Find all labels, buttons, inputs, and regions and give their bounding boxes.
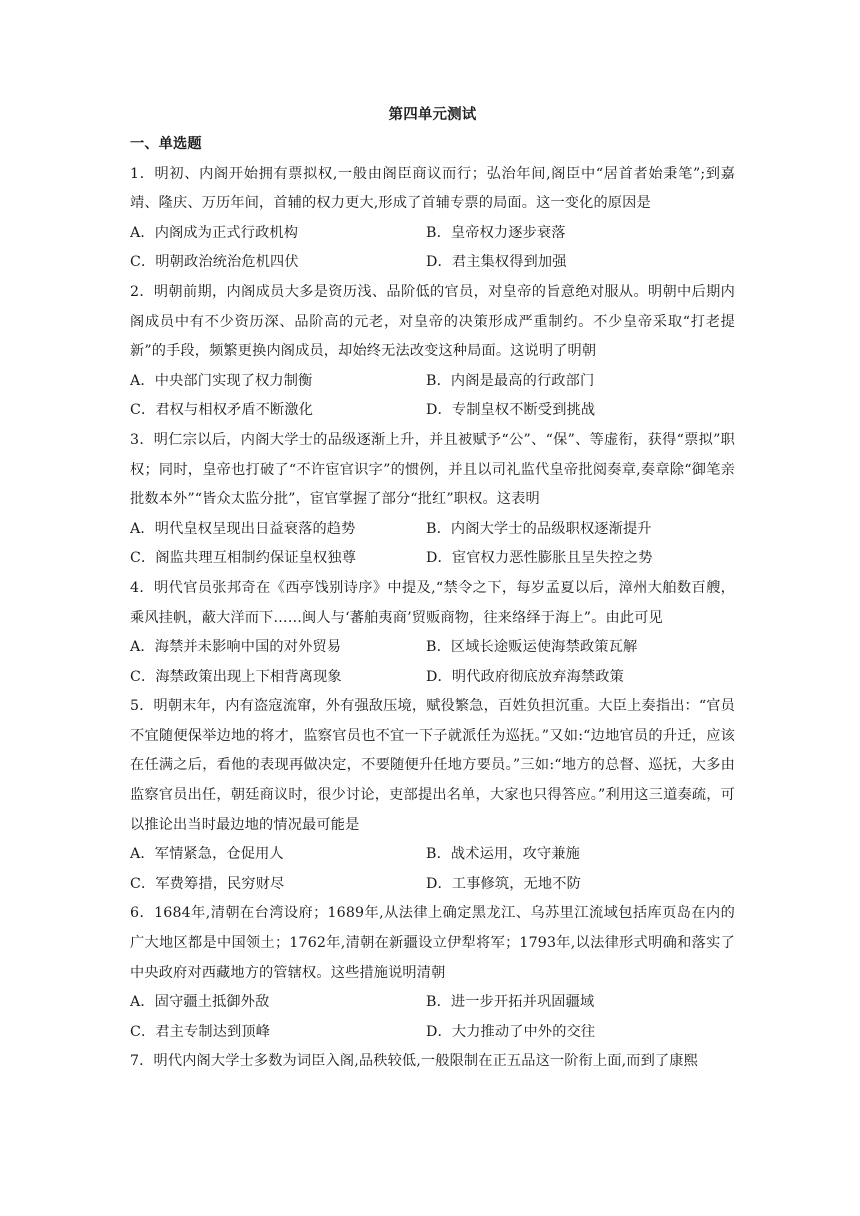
option-a: A．内阁成为正式行政机构 — [130, 224, 299, 241]
question — [130, 899, 735, 1047]
option-c: C．军费筹措，民穷财尽 — [130, 875, 285, 892]
option-d: D．君主集权得到加强 — [426, 254, 567, 271]
document-page — [130, 0, 735, 1077]
question-stem: 7．明代内阁大学士多数为词臣入阁,品秩较低,一般限制在正五品这一阶衔上面,而到了康熙 — [130, 1053, 698, 1070]
question — [130, 692, 735, 899]
option-a: A．固守疆土抵御外敌 — [130, 994, 270, 1011]
option-b: B．内阁是最高的行政部门 — [426, 372, 595, 389]
option-a: A．军情紧急，仓促用人 — [130, 846, 284, 863]
option-c: C．阁监共理互相制约保证皇权独尊 — [130, 550, 357, 567]
page-title: 第四单元测试 — [388, 107, 477, 123]
option-b: B．战术运用，攻守兼施 — [426, 846, 580, 863]
option-d: D．宦官权力恶性膨胀且呈失控之势 — [426, 550, 653, 567]
option-b: B．进一步开拓并巩固疆域 — [426, 994, 595, 1011]
option-a: A．中央部门实现了权力制衡 — [130, 372, 313, 389]
question — [130, 426, 735, 574]
question — [130, 160, 735, 278]
question — [130, 574, 735, 692]
option-c: C．君权与相权矛盾不断激化 — [130, 402, 314, 419]
option-c: C．海禁政策出现上下相背离现象 — [130, 668, 342, 685]
question-stem: 6．1684年,清朝在台湾设府；1689年,从法律上确定黑龙江、乌苏里江流域包括库页岛在内的广大地区都是中国领土；1762年,清朝在新疆设立伊犁将军；1793年,以法律形式明确和落实了中央政府对西藏地方的管辖权。这些措施说明清朝 — [130, 905, 735, 981]
question-stem: 3．明仁宗以后，内阁大学士的品级逐渐上升，并且被赋予“公”、“保”、等虚衔，获得“票拟”职权；同时，皇帝也打破了“不许宦官识字”的惯例，并且以司礼监代皇帝批阅奏章,奏章除“御笔亲批数本外”“皆众太监分批”，宦官掌握了部分“批红”职权。这表明 — [130, 431, 735, 508]
option-d: D．工事修筑，无地不防 — [426, 875, 581, 892]
option-c: C．君主专制达到顶峰 — [130, 1023, 271, 1040]
question-stem: 1．明初、内阁开始拥有票拟权,一般由阁臣商议而行；弘治年间,阁臣中“居首者始秉笔”;到嘉靖、隆庆、万历年间，首辅的权力更大,形成了首辅专票的局面。这一变化的原因是 — [130, 165, 735, 212]
option-a: A．明代皇权呈现出日益衰落的趋势 — [130, 520, 356, 537]
option-c: C．明朝政治统治危机四伏 — [130, 254, 299, 271]
question-stem: 2．明朝前期，内阁成员大多是资历浅、品阶低的官员，对皇帝的旨意绝对服从。明朝中后期内阁成员中有不少资历深、品阶高的元老，对皇帝的决策形成严重制约。不少皇帝采取“打老提新”的手段，频繁更换内阁成员，却始终无法改变这种局面。这说明了明朝 — [130, 283, 735, 360]
option-a: A．海禁并未影响中国的对外贸易 — [130, 639, 342, 656]
option-b: B．皇帝权力逐步衰落 — [426, 224, 566, 241]
section-heading: 一、单选题 — [130, 136, 202, 152]
option-b: B．区域长途贩运使海禁政策瓦解 — [426, 639, 638, 656]
option-d: D．专制皇权不断受到挑战 — [426, 402, 596, 419]
question-stem: 5．明朝末年，内有盗寇流窜，外有强敌压境，赋役繁急，百姓负担沉重。大臣上奏指出：“官员不宜随便保举边地的将才，监察官员也不宜一下子就派任为巡抚。”又如:“边地官员的升迁，应该在任满之后，看他的表现再做决定，不要随便升任地方要员。”三如:“地方的总督、巡抚，大多由监察官员出任，朝廷商议时，很少讨论，吏部提出名单，大家也只得答应。”利用这三道奏疏，可以推论出当时最边地的情况最可能是 — [130, 698, 735, 833]
option-d: D．大力推动了中外的交往 — [426, 1023, 596, 1040]
option-b: B．内阁大学士的品级职权逐渐提升 — [426, 520, 652, 537]
question-stem: 4．明代官员张邦奇在《西亭饯别诗序》中提及,“禁令之下，每岁孟夏以后，漳州大舶数百艘，乘风挂帆，蔽大洋而下……闽人与‘蕃舶夷商’贸贩商物，往来络绎于海上”。由此可见 — [130, 579, 735, 626]
question — [130, 278, 735, 426]
option-d: D．明代政府彻底放弃海禁政策 — [426, 668, 624, 685]
question — [130, 1047, 735, 1077]
